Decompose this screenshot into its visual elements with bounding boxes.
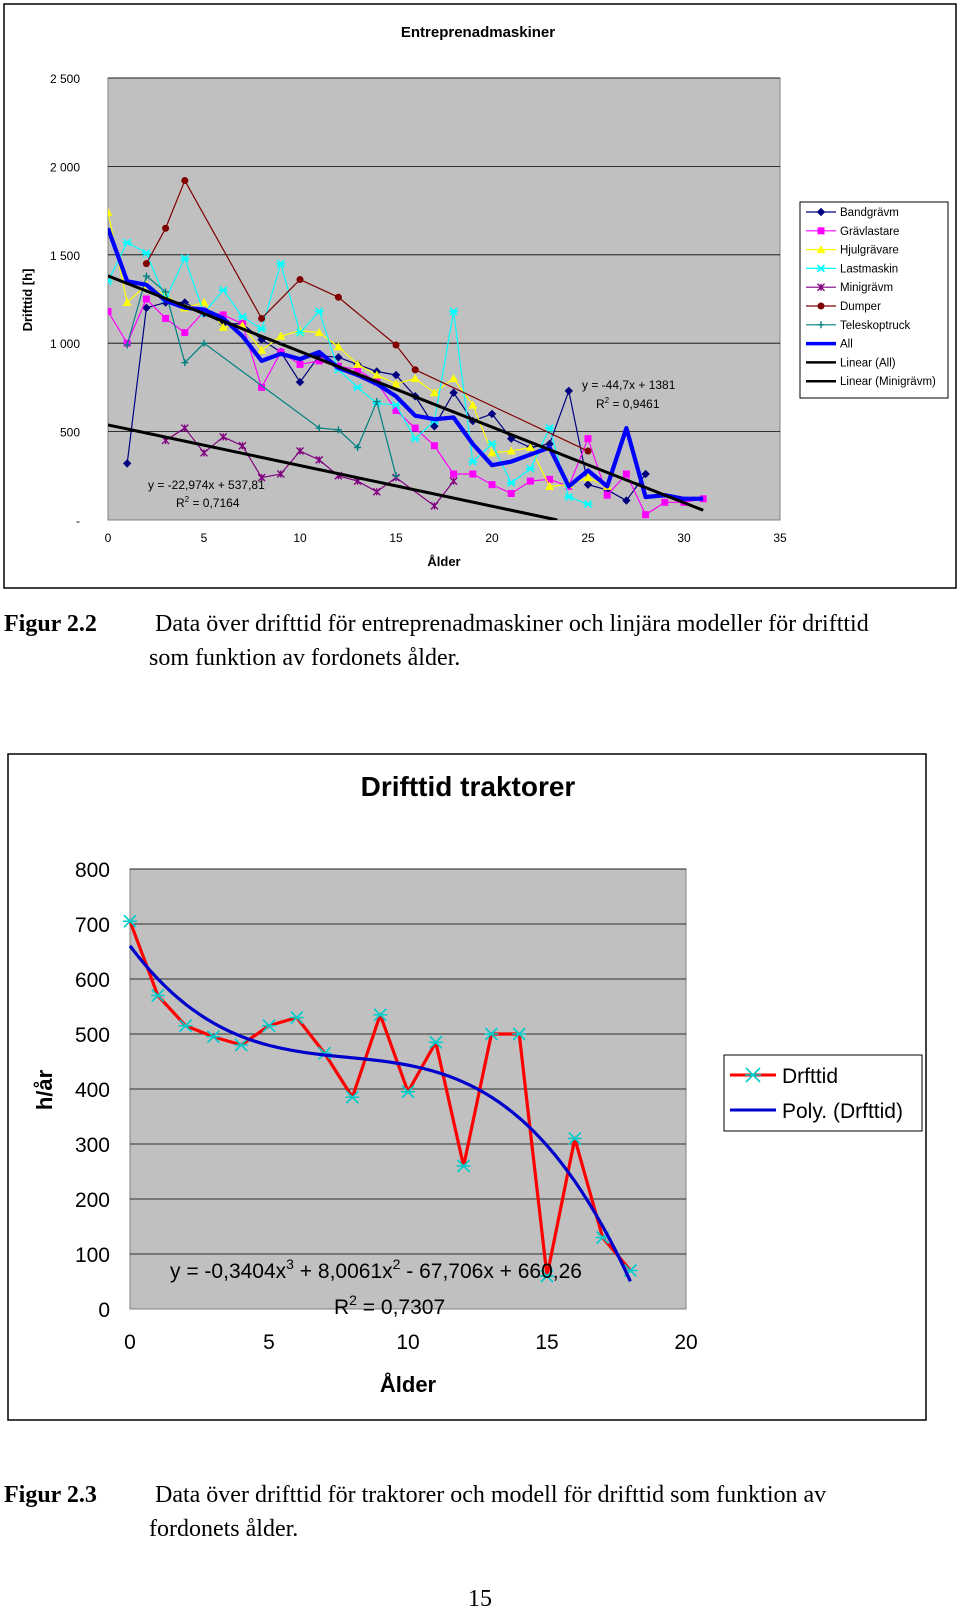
point-gr-vlastare-18	[450, 471, 457, 478]
equation-all: y = -44,7x + 1381	[582, 378, 676, 392]
y-tick-0: -	[76, 514, 80, 528]
point-gr-vlastare-28	[642, 511, 649, 518]
plot-area	[108, 78, 780, 520]
caption-text-line1: Data över drifttid för traktorer och modell för drifttid som funktion av	[155, 1482, 827, 1508]
legend-label-all: All	[840, 338, 853, 351]
legend-label-minigr-vm: Minigrävm	[840, 282, 894, 295]
x-tick-35: 35	[773, 531, 787, 545]
point-gr-vlastare-26	[604, 492, 611, 499]
x-tick-10: 10	[293, 531, 307, 545]
x-tick-25: 25	[581, 531, 595, 545]
r2-minigravm: $R^2 = 0,7164$	[176, 495, 240, 510]
point-gr-vlastare-29	[661, 499, 668, 506]
y-tick-2500: 2 500	[49, 72, 80, 86]
legend-label-drfttid: Drfttid	[782, 1065, 839, 1088]
point-gr-vlastare-19	[469, 471, 476, 478]
y-tick-0: 0	[98, 1299, 110, 1322]
legend	[800, 202, 948, 398]
y-tick-800: 800	[74, 859, 110, 882]
chart-title: Drifttid traktorer	[360, 771, 576, 802]
legend-label-linear-all: Linear (All)	[840, 357, 896, 370]
legend-label-linear-minigr-vm: Linear (Minigrävm)	[840, 376, 936, 389]
page-number: 15	[468, 1586, 492, 1612]
chart-drifttid-traktorer	[0, 750, 960, 1430]
point-gr-vlastare-21	[508, 490, 515, 497]
legend-label-hjulgr-vare: Hjulgrävare	[840, 244, 899, 257]
y-tick-labels	[75, 859, 110, 1322]
legend	[724, 1055, 922, 1131]
x-tick-20: 20	[674, 1331, 698, 1354]
equation-sup-3: 3	[286, 1256, 294, 1272]
y-tick-2000: 2 000	[49, 160, 80, 175]
x-tick-0: 0	[104, 531, 112, 545]
x-tick-15: 15	[389, 531, 403, 545]
point-gr-vlastare-10	[297, 361, 304, 368]
equation-poly: $y = -0,3404x^3 + 8,0061x^2 - 67,706x + 660,26$	[170, 1256, 582, 1283]
r2-all-sup: 2	[604, 396, 610, 405]
y-tick-1000: 1 000	[49, 337, 80, 352]
point-dumper-4	[297, 276, 304, 283]
caption-text-line2: fordonets ålder.	[149, 1516, 299, 1542]
r2-poly-sup: 2	[349, 1292, 357, 1308]
y-tick-700: 700	[74, 914, 110, 937]
r2-all: $R^2 = 0,9461$	[596, 396, 660, 411]
caption-text-line2: som funktion av fordonets ålder.	[149, 645, 461, 671]
legend-label-poly-drfttid: Poly. (Drfttid)	[782, 1100, 903, 1123]
point-gr-vlastare-2	[143, 296, 150, 303]
r2-poly: $R^2 = 0,7307$	[334, 1292, 446, 1319]
point-dumper-2	[181, 177, 188, 184]
point-dumper-0	[143, 260, 150, 267]
legend-label-dumper: Dumper	[840, 301, 881, 313]
y-tick-300: 300	[74, 1134, 110, 1157]
point-dumper-3	[258, 315, 265, 322]
x-tick-10: 10	[396, 1331, 420, 1354]
point-gr-vlastare-3	[162, 315, 169, 322]
y-axis-label: h/år	[32, 1069, 57, 1111]
y-tick-600: 600	[74, 969, 110, 992]
legend-label-teleskoptruck: Teleskoptruck	[840, 319, 911, 332]
figure-label: Figur 2.3	[4, 1482, 97, 1508]
legend-label-bandgr-vm: Bandgrävm	[840, 207, 899, 219]
x-tick-15: 15	[535, 1331, 559, 1354]
point-gr-vlastare-25	[585, 435, 592, 442]
y-tick-100: 100	[74, 1244, 110, 1267]
chart-entreprenadmaskiner	[0, 0, 960, 592]
y-tick-500: 500	[74, 1024, 110, 1047]
point-dumper-7	[412, 366, 419, 373]
y-tick-400: 400	[74, 1079, 110, 1102]
y-axis-label: Drifttid [h]	[20, 268, 35, 332]
x-axis-label: Ålder	[379, 1372, 437, 1397]
point-dumper-8	[585, 448, 592, 455]
equation-minigravm: y = -22,974x + 537,81	[148, 478, 265, 492]
legend-label-gr-vlastare: Grävlastare	[840, 225, 900, 238]
x-axis-label: Ålder	[427, 554, 461, 569]
caption-figure-2-2	[4, 607, 960, 679]
legend-marker-dumper	[818, 303, 825, 310]
caption-figure-2-3	[4, 1478, 960, 1550]
legend-label-lastmaskin: Lastmaskin	[840, 263, 899, 276]
caption-text-line1: Data över drifttid för entreprenadmaskiner och linjära modeller för drifttid	[155, 611, 869, 637]
equation-sup-2: 2	[392, 1256, 401, 1272]
point-gr-vlastare-22	[527, 478, 534, 485]
point-dumper-1	[162, 225, 169, 232]
x-tick-20: 20	[485, 531, 499, 545]
y-tick-500: 500	[59, 425, 80, 440]
x-tick-5: 5	[200, 531, 208, 545]
figure-label: Figur 2.2	[4, 611, 97, 637]
point-gr-vlastare-20	[489, 481, 496, 488]
x-tick-30: 30	[677, 531, 691, 545]
legend-marker-gr-vlastare	[818, 227, 825, 234]
point-gr-vlastare-17	[431, 442, 438, 449]
point-dumper-5	[335, 294, 342, 301]
chart-title: Entreprenadmaskiner	[400, 24, 556, 41]
point-gr-vlastare-4	[181, 329, 188, 336]
x-tick-5: 5	[263, 1331, 275, 1354]
point-dumper-6	[393, 341, 400, 348]
point-gr-vlastare-27	[623, 471, 630, 478]
y-tick-1500: 1 500	[49, 248, 80, 263]
y-tick-200: 200	[74, 1189, 110, 1212]
point-gr-vlastare-16	[412, 425, 419, 432]
x-tick-0: 0	[124, 1331, 136, 1354]
r2-minigravm-sup: 2	[184, 495, 190, 504]
